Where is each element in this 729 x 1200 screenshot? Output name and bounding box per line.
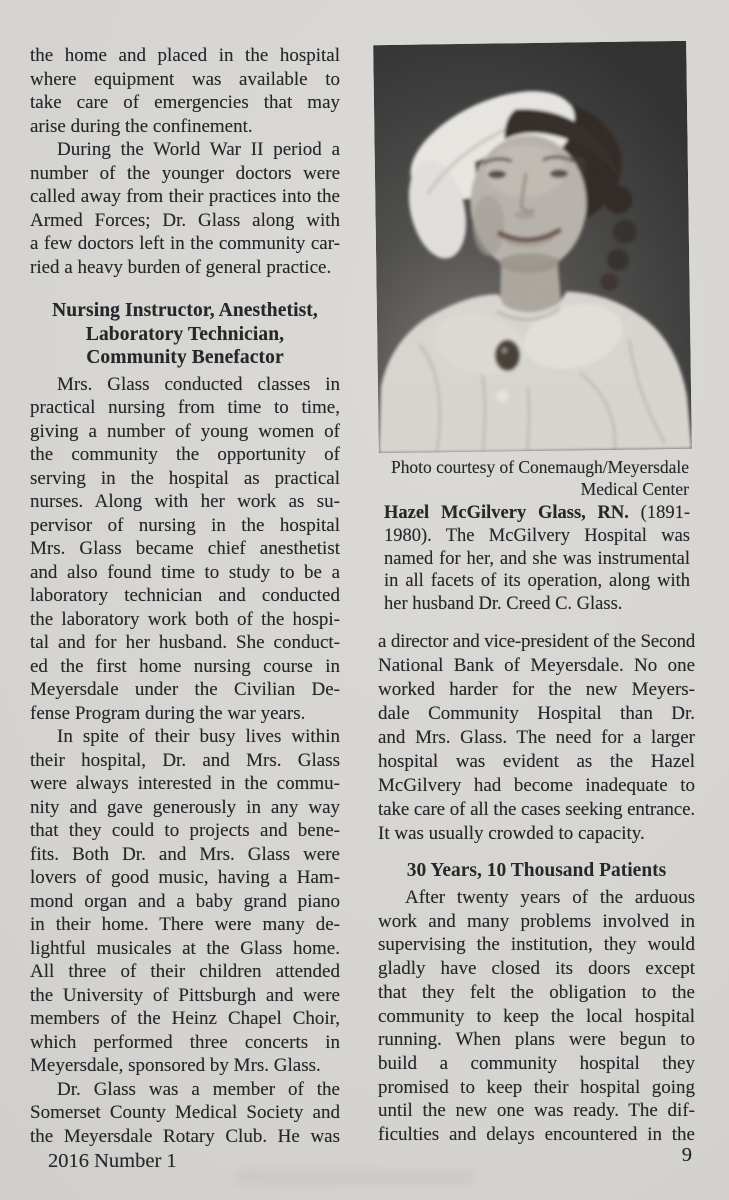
text-line: lovers of good music, having a Ham- <box>30 867 340 888</box>
text-line: worked harder for the new Meyers- <box>378 679 695 700</box>
text-line: Armed Forces; Dr. Glass along with <box>30 209 340 231</box>
paragraph-bank-hospital <box>378 630 695 846</box>
portrait-photo <box>373 41 692 453</box>
text-line: Mrs. Glass became chief anesthetist <box>30 538 340 559</box>
paragraph-community-life <box>30 725 340 1078</box>
text-line: promised to keep their hospital going <box>378 1076 695 1098</box>
section-heading-30-years: 30 Years, 10 Thousand Patients <box>406 860 667 881</box>
text-line: in their home. There were many de- <box>30 914 340 935</box>
text-line: Laboratory Technician, <box>85 323 285 345</box>
text-line: pervisor of nursing in the hospital <box>30 514 340 536</box>
text-line: Meyersdale, sponsored by Mrs. Glass. <box>30 1055 321 1076</box>
text-line: It was usually crowded to capacity. <box>378 823 645 844</box>
photo-caption <box>384 502 690 616</box>
caption-first-line <box>384 502 690 525</box>
text-line: practical nursing from time to time, <box>30 397 340 418</box>
text-line: were always interested in the commu- <box>30 773 340 794</box>
text-line: that they felt the obligation to the <box>378 981 695 1003</box>
text-line: a few doctors left in the community car- <box>30 233 340 254</box>
text-line: called away from their practices into the <box>30 186 340 207</box>
text-line: mond organ and a baby grand piano <box>30 890 340 912</box>
show-through-smudge <box>235 1170 475 1185</box>
photo-credit <box>390 457 689 501</box>
text-line: In spite of their busy lives within <box>57 726 340 747</box>
text-line: Community Benefactor <box>86 347 284 368</box>
paragraph-memberships <box>30 1078 340 1149</box>
text-line: where equipment was available to <box>30 68 340 90</box>
caption-dates-start: (1891- <box>628 503 690 523</box>
text-line: take care of all the cases seeking entrance. <box>378 799 695 820</box>
text-line: the Meyersdale Rotary Club. He was <box>30 1125 340 1147</box>
text-line: that they could to projects and bene- <box>30 820 340 841</box>
text-line: laboratory technician and conducted <box>30 585 340 606</box>
paragraph-home-hospital <box>30 44 340 138</box>
text-line: in all facets of its operation, along with <box>384 571 690 592</box>
text-line: During the World War II period a <box>57 139 340 160</box>
text-line: Somerset County Medical Society and <box>30 1102 340 1123</box>
text-line: National Bank of Meyersdale. No one <box>378 655 695 676</box>
text-line: Dr. Glass was a member of the <box>57 1078 340 1100</box>
text-line: supervising the institution, they would <box>378 934 695 956</box>
text-line: members of the Heinz Chapel Choir, <box>30 1008 340 1029</box>
text-line: work and many problems involved in <box>378 910 695 932</box>
text-line: nity and gave generously in any way <box>30 796 340 818</box>
text-line: nurses. Along with her work as su- <box>30 491 340 512</box>
text-line: build a community hospital they <box>378 1052 695 1074</box>
left-column <box>30 44 340 1148</box>
text-line: fits. Both Dr. and Mrs. Glass were <box>30 843 340 865</box>
text-line: running. When plans were begun to <box>378 1029 695 1051</box>
text-line: take care of emergencies that may <box>30 92 340 113</box>
portrait-illustration <box>373 41 692 453</box>
text-line: Nursing Instructor, Anesthetist, <box>52 300 318 321</box>
text-line: lightful musicales at the Glass home. <box>30 937 340 959</box>
text-line: her husband Dr. Creed C. Glass. <box>384 594 623 615</box>
text-line: dale Community Hospital than Dr. <box>378 703 695 724</box>
right-column <box>378 630 695 1147</box>
text-line: and also found time to study to be a <box>30 561 340 583</box>
text-line: fense Program during the war years. <box>30 702 306 724</box>
text-line: serving in the hospital as practical <box>30 467 340 489</box>
caption-rest <box>384 525 690 616</box>
paragraph-nursing-classes <box>30 373 340 726</box>
text-line: After twenty years of the arduous <box>405 887 695 908</box>
text-line: Mrs. Glass conducted classes in <box>57 373 340 395</box>
text-line: ficulties and delays encountered in the <box>378 1124 695 1146</box>
paragraph-wwii <box>30 138 340 279</box>
text-line: the home and placed in the hospital <box>30 45 340 66</box>
text-line: which performed three concerts in <box>30 1031 340 1053</box>
footer-page-number: 9 <box>681 1144 692 1166</box>
footer-issue-label: 2016 Number 1 <box>48 1150 177 1172</box>
section-heading-nursing-instructor <box>30 299 340 370</box>
text-line: the community the opportunity of <box>30 444 340 465</box>
paragraph-twenty-years <box>378 886 695 1147</box>
text-line: ried a heavy burden of general practice. <box>30 256 332 278</box>
text-line: their hospital, Dr. and Mrs. Glass <box>30 749 340 771</box>
text-line: number of the younger doctors were <box>30 162 340 184</box>
text-line: the laboratory work both of the hospi- <box>30 608 340 630</box>
text-line: hospital was evident as the Hazel <box>378 751 695 772</box>
text-line: until the new one was ready. The dif- <box>378 1100 695 1122</box>
text-line: Photo courtesy of Conemaugh/Meyersdale <box>391 457 689 477</box>
text-line: gladly have closed its doors except <box>378 958 695 980</box>
text-line: ed the first home nursing course in <box>30 655 340 677</box>
text-line: tal and for her husband. She conduct- <box>30 632 340 653</box>
text-line: arise during the confinement. <box>30 115 253 137</box>
text-line: 1980). The McGilvery Hospital was <box>384 525 690 546</box>
text-line: giving a number of young women of <box>30 420 340 442</box>
text-line: named for her, and she was instrumental <box>384 548 690 569</box>
text-line: Medical Center <box>580 478 689 499</box>
text-line: McGilvery had become inadequate to <box>378 775 695 796</box>
caption-subject-name: Hazel McGilvery Glass, RN. <box>384 503 629 523</box>
text-line: Meyersdale under the Civilian De- <box>30 679 340 700</box>
text-line: a director and vice-president of the Second <box>378 631 695 652</box>
text-line: All three of their children attended <box>30 961 340 982</box>
text-line: and Mrs. Glass. The need for a larger <box>378 727 695 748</box>
text-line: the University of Pittsburgh and were <box>30 984 340 1006</box>
text-line: community to keep the local hospital <box>378 1005 695 1027</box>
